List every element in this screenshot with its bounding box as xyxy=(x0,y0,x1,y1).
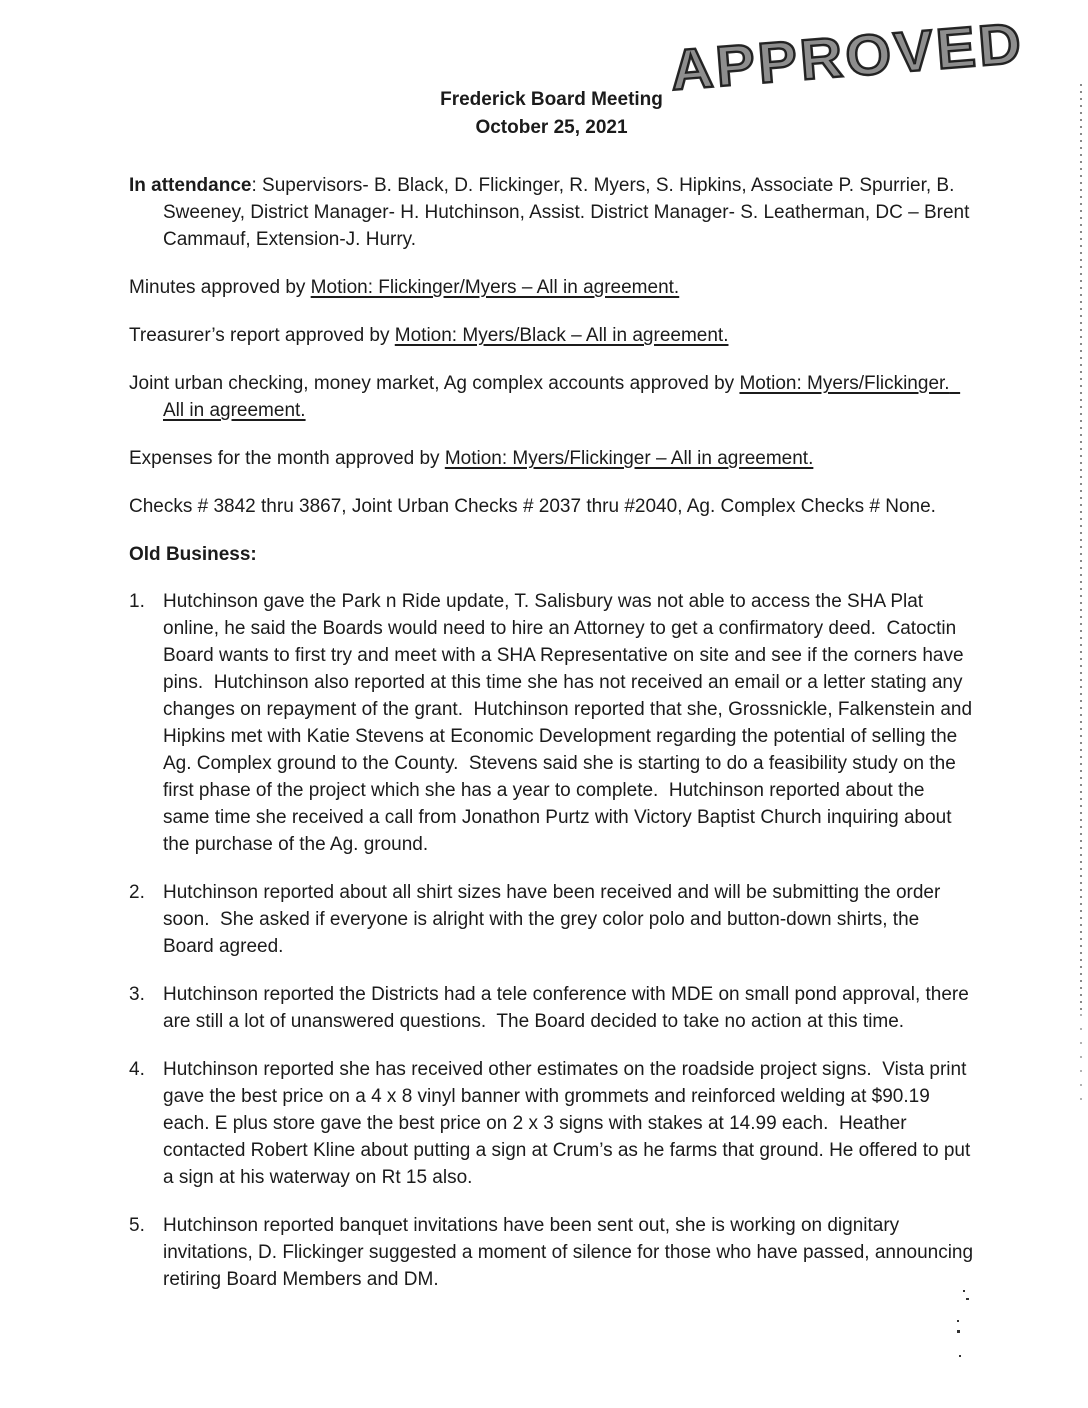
text-segment: Motion: Myers/Black – All in agreement. xyxy=(394,325,729,346)
list-item-number: 1. xyxy=(129,591,145,612)
text-segment: Expenses for the month approved by xyxy=(129,448,445,469)
scan-artifact-speck xyxy=(957,1330,960,1333)
old-business-item xyxy=(129,1212,979,1293)
motion-paragraph xyxy=(129,274,974,301)
list-item-number: 5. xyxy=(129,1215,145,1236)
text-segment: Motion: Flickinger/Myers – All in agreement. xyxy=(310,277,680,298)
attendance-paragraph xyxy=(129,172,974,253)
list-item-number: 4. xyxy=(129,1059,145,1080)
motion-paragraph xyxy=(129,322,974,349)
document-body xyxy=(129,86,979,1314)
scan-artifact-speck xyxy=(957,1320,959,1322)
old-business-item xyxy=(129,588,978,858)
motion-paragraph xyxy=(129,370,974,424)
text-segment: Motion: Myers/Flickinger. All in agreement. xyxy=(163,373,961,421)
list-item-text: Hutchinson reported banquet invitations have been sent out, she is working on dignitary invitations, D. Flickinger suggested a moment of silence for those who have passed, announcing retiring Board Members and DM. xyxy=(163,1215,979,1290)
list-item-number: 2. xyxy=(129,882,145,903)
list-item-text: Hutchinson reported she has received other estimates on the roadside project signs. Vista print gave the best price on a 4 x 8 vinyl banner with grommets and reinforced welding at $90.19 each. E plus store gave the best price on 2 x 3 signs with stakes at 14.99 each. Heather contacted Robert Kline about putting a sign at Crum’s as he farms that ground. He offered to put a sign at his waterway on Rt 15 also. xyxy=(163,1059,976,1188)
meeting-date: October 25, 2021 xyxy=(475,117,628,138)
old-business-heading: Old Business: xyxy=(129,544,257,565)
list-item-text: Hutchinson gave the Park n Ride update, T. Salisbury was not able to access the SHA Plat online, he said the Boards would need to hire an Attorney to get a confirmatory deed. Catoctin Board wants to first try and meet with a SHA Representative on site and see if the corners have pins. Hutchinson also reported at this time she has not received an email or a letter stating any changes on repayment of the grant. Hutchinson reported that she, Grossnickle, Falkenstein and Hipkins met with Katie Stevens at Economic Development regarding the potential of selling the Ag. Complex ground to the County. Stevens said she is starting to do a feasibility study on the first phase of the project which she has a year to complete. Hutchinson reported about the same time she received a call from Jonathon Purtz with Victory Baptist Church inquiring about the purchase of the Ag. ground. xyxy=(163,591,978,855)
old-business-list xyxy=(129,588,979,1293)
list-item-text: Hutchinson reported about all shirt sizes have been received and will be submitting the order soon. She asked if everyone is alright with the grey color polo and button-down shirts, the Board agreed. xyxy=(163,882,946,957)
document-title-block xyxy=(129,86,974,142)
list-item-text: Hutchinson reported the Districts had a tele conference with MDE on small pond approval, there are still a lot of unanswered questions. The Board decided to take no action at this time. xyxy=(163,984,975,1032)
text-segment: In attendance xyxy=(129,175,252,196)
old-business-item xyxy=(129,1056,974,1191)
text-segment: Checks # 3842 thru 3867, Joint Urban Checks # 2037 thru #2040, Ag. Complex Checks # None. xyxy=(129,496,936,517)
text-segment: : Supervisors- B. Black, D. Flickinger, R. Myers, S. Hipkins, Associate P. Spurrier, B. Sweeney, District Manager- H. Hutchinson, Assist. District Manager- S. Leatherman, DC – Brent Cammauf, Extension-J. Hurry. xyxy=(163,175,975,250)
old-business-item xyxy=(129,981,974,1035)
motion-paragraphs xyxy=(129,274,974,520)
text-segment: Treasurer’s report approved by xyxy=(129,325,395,346)
motion-paragraph xyxy=(129,493,974,520)
scan-artifact-speck xyxy=(959,1355,961,1357)
list-item-number: 3. xyxy=(129,984,145,1005)
scan-artifact-edge-dots xyxy=(1080,84,1082,1014)
page-title: Frederick Board Meeting xyxy=(440,89,663,110)
motion-paragraph xyxy=(129,445,974,472)
text-segment: Motion: Myers/Flickinger – All in agreement. xyxy=(444,448,814,469)
approved-stamp: APPROVED xyxy=(668,11,1027,103)
old-business-item xyxy=(129,879,974,960)
scan-artifact-edge-dots-tail xyxy=(1080,1014,1082,1104)
text-segment: Minutes approved by xyxy=(129,277,311,298)
text-segment: Joint urban checking, money market, Ag complex accounts approved by xyxy=(129,373,740,394)
